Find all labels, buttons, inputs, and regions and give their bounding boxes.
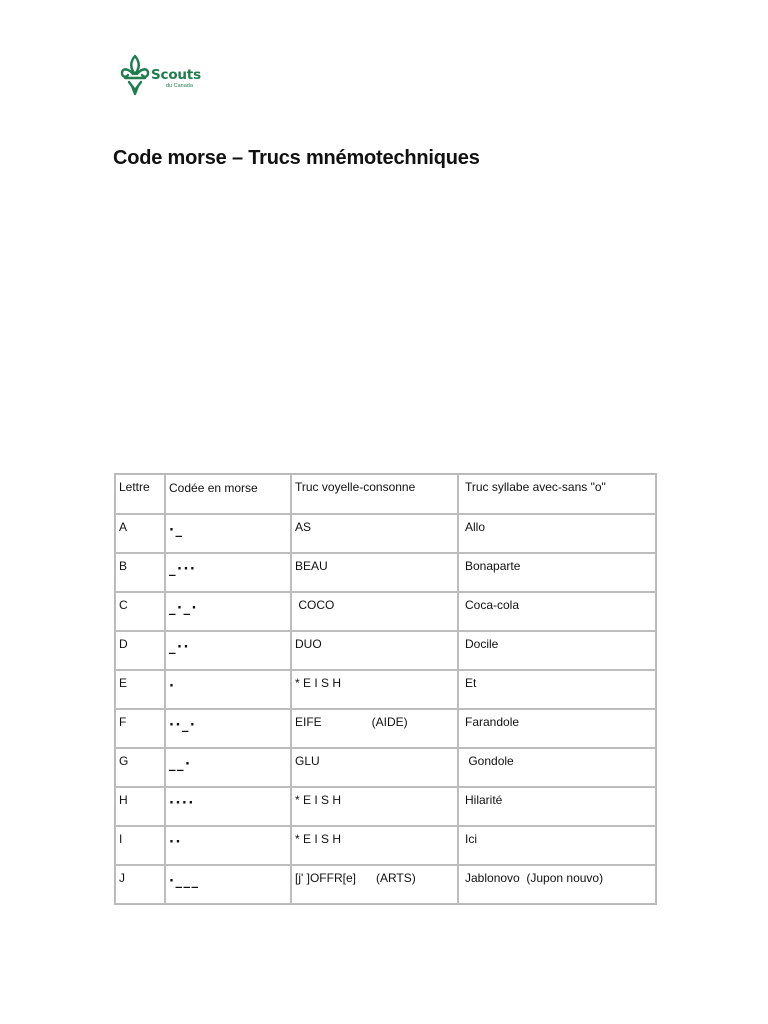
cell-letter: D (115, 631, 165, 670)
cell-morse: _·_· (165, 592, 291, 631)
cell-letter: F (115, 709, 165, 748)
morse-table-body (115, 474, 656, 904)
cell-letter: E (115, 670, 165, 709)
cell-syllable-trick: Bonaparte (458, 553, 656, 592)
cell-vowel-trick: * E I S H (291, 670, 458, 709)
morse-table (114, 473, 657, 905)
table-row (115, 670, 656, 709)
table-row (115, 826, 656, 865)
cell-syllable-trick: Docile (458, 631, 656, 670)
table-row (115, 631, 656, 670)
cell-morse: _··· (165, 553, 291, 592)
cell-morse: · (165, 670, 291, 709)
cell-morse: ·_ (165, 514, 291, 553)
cell-vowel-trick: BEAU (291, 553, 458, 592)
table-row (115, 865, 656, 904)
header-letter: Lettre (115, 474, 165, 514)
logo-subline: du Canada (166, 83, 193, 89)
cell-letter: B (115, 553, 165, 592)
cell-letter: A (115, 514, 165, 553)
table-row (115, 787, 656, 826)
cell-vowel-trick: GLU (291, 748, 458, 787)
cell-letter: G (115, 748, 165, 787)
cell-syllable-trick: Gondole (458, 748, 656, 787)
header-vowel-trick: Truc voyelle-consonne (291, 474, 458, 514)
logo-wordmark: Scouts (151, 67, 201, 83)
cell-syllable-trick: Allo (458, 514, 656, 553)
table-row (115, 709, 656, 748)
cell-syllable-trick: Coca-cola (458, 592, 656, 631)
scouts-logo (120, 54, 220, 98)
cell-syllable-trick: Farandole (458, 709, 656, 748)
header-morse: Codée en morse (165, 474, 291, 514)
cell-syllable-trick: Ici (458, 826, 656, 865)
cell-letter: I (115, 826, 165, 865)
cell-morse: ··_· (165, 709, 291, 748)
cell-morse: ·___ (165, 865, 291, 904)
page-title: Code morse – Trucs mnémotechniques (113, 147, 480, 169)
cell-syllable-trick: Jablonovo (Jupon nouvo) (458, 865, 656, 904)
cell-syllable-trick: Hilarité (458, 787, 656, 826)
cell-letter: J (115, 865, 165, 904)
cell-vowel-trick: EIFE (AIDE) (291, 709, 458, 748)
cell-vowel-trick: * E I S H (291, 787, 458, 826)
table-row (115, 592, 656, 631)
cell-vowel-trick: * E I S H (291, 826, 458, 865)
cell-morse: __· (165, 748, 291, 787)
cell-vowel-trick: [j' ]OFFR[e] (ARTS) (291, 865, 458, 904)
table-row (115, 553, 656, 592)
cell-letter: C (115, 592, 165, 631)
cell-vowel-trick: COCO (291, 592, 458, 631)
cell-vowel-trick: AS (291, 514, 458, 553)
header-syllable-trick: Truc syllabe avec-sans "o" (458, 474, 656, 514)
cell-morse: _·· (165, 631, 291, 670)
table-row (115, 748, 656, 787)
cell-morse: ···· (165, 787, 291, 826)
fleur-de-lis-icon (120, 54, 150, 96)
cell-syllable-trick: Et (458, 670, 656, 709)
cell-vowel-trick: DUO (291, 631, 458, 670)
table-row (115, 514, 656, 553)
cell-letter: H (115, 787, 165, 826)
cell-morse: ·· (165, 826, 291, 865)
table-header-row (115, 474, 656, 514)
